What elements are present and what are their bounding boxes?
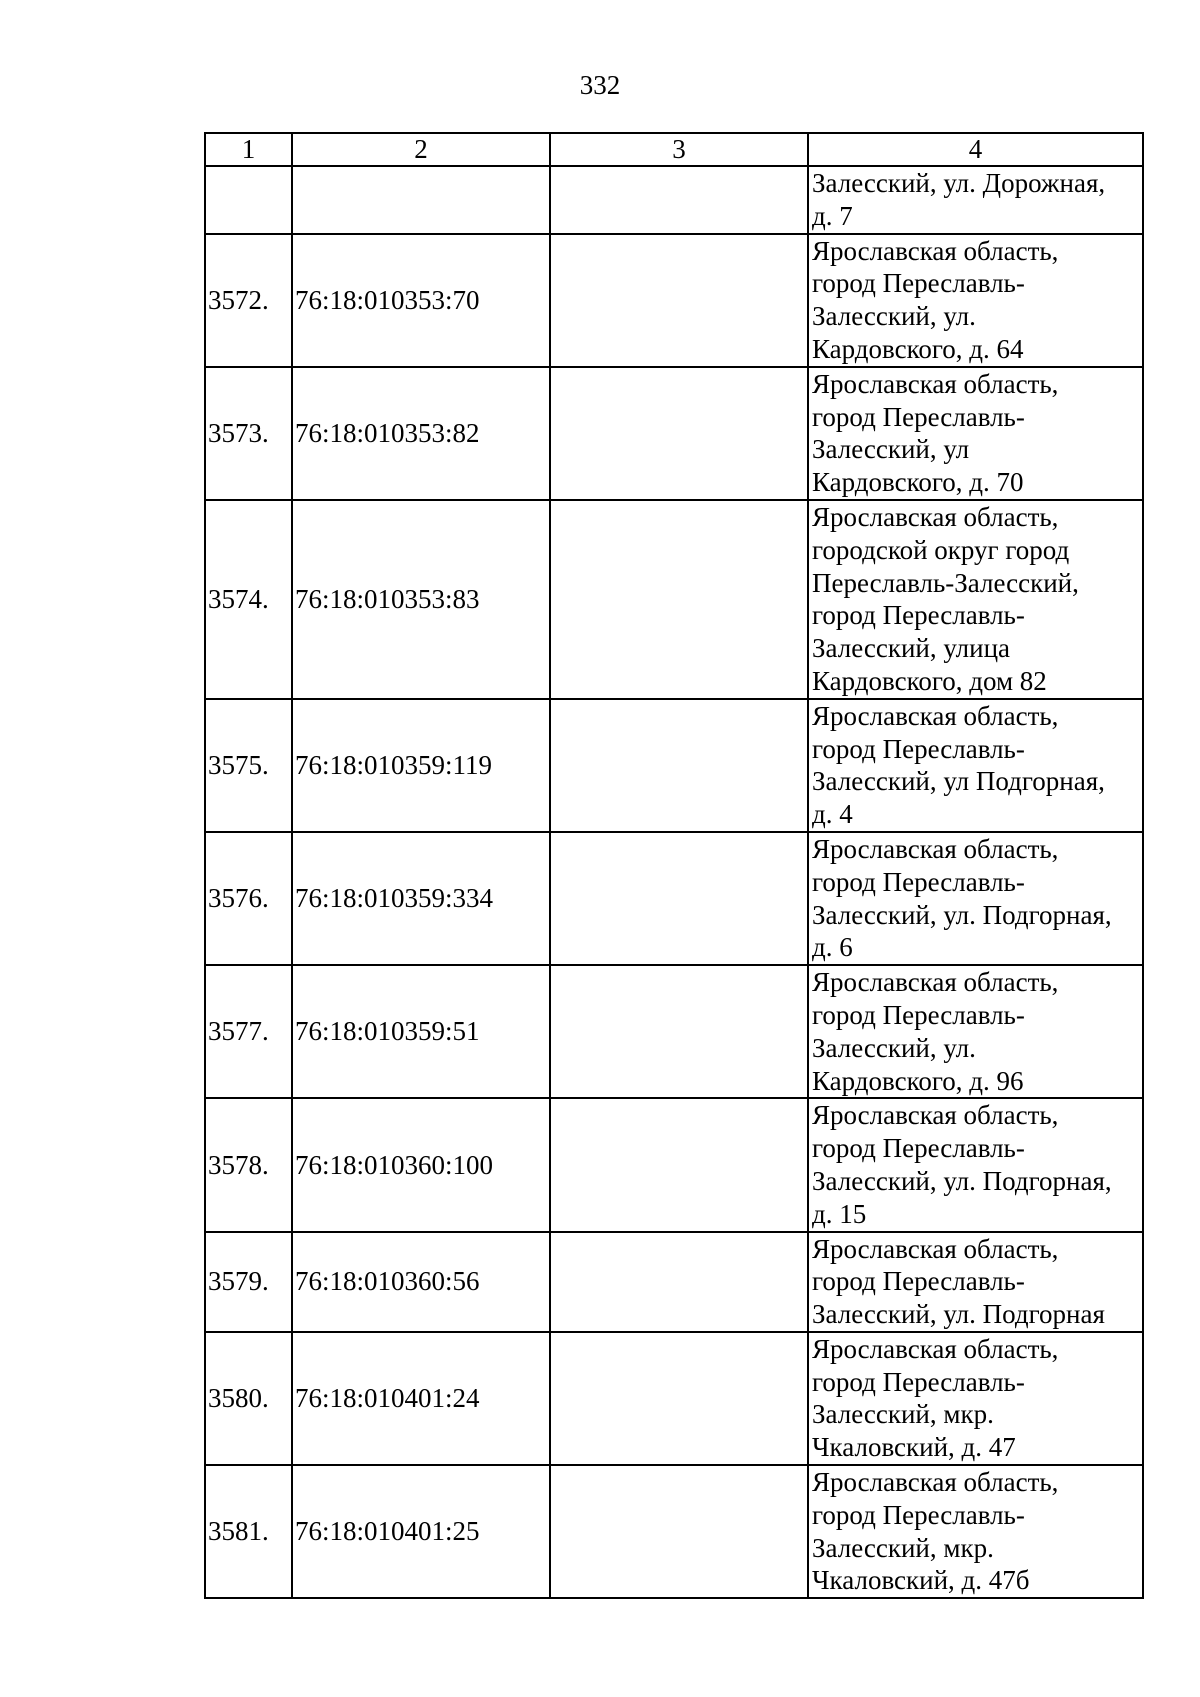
- address-line: Ярославская область,: [812, 501, 1059, 532]
- cadastral-number-cell: 76:18:010359:119: [292, 699, 550, 832]
- header-row: [205, 133, 1143, 166]
- address-line: Ярославская область,: [812, 1100, 1059, 1131]
- cadastral-number-cell: 76:18:010353:70: [292, 234, 550, 367]
- address-line: Чкаловский, д. 47: [812, 1432, 1016, 1463]
- column-header-4: 4: [808, 133, 1143, 166]
- address-line: город Переславль-: [812, 1499, 1025, 1530]
- cadastral-number-cell: 76:18:010360:100: [292, 1098, 550, 1231]
- row-number-cell: 3572.: [205, 234, 292, 367]
- row-number-cell: 3579.: [205, 1232, 292, 1332]
- address-line: Залесский, ул.: [812, 1032, 976, 1063]
- address-line: город Переславль-: [812, 1266, 1025, 1297]
- row-number-cell: 3581.: [205, 1465, 292, 1598]
- column-3-cell: [550, 367, 808, 500]
- address-line: Ярославская область,: [812, 235, 1059, 266]
- address-line: Залесский, ул. Подгорная,: [812, 1165, 1112, 1196]
- address-line: д. 15: [812, 1198, 867, 1229]
- cadastral-number-cell: [292, 166, 550, 234]
- column-3-cell: [550, 500, 808, 699]
- column-header-2: 2: [292, 133, 550, 166]
- cadastral-number-cell: 76:18:010401:24: [292, 1332, 550, 1465]
- column-3-cell: [550, 832, 808, 965]
- cadastral-number-cell: 76:18:010359:51: [292, 965, 550, 1098]
- address-line: Кардовского, д. 70: [812, 467, 1024, 498]
- table-row: [205, 1465, 1143, 1598]
- column-3-cell: [550, 699, 808, 832]
- cadastral-number-cell: 76:18:010353:82: [292, 367, 550, 500]
- address-line: город Переславль-: [812, 733, 1025, 764]
- address-line: город Переславль-: [812, 401, 1025, 432]
- address-cell: [808, 234, 1143, 367]
- address-line: Ярославская область,: [812, 1467, 1059, 1498]
- address-line: город Переславль-: [812, 999, 1025, 1030]
- address-line: Залесский, ул. Подгорная: [812, 1299, 1105, 1330]
- address-line: Ярославская область,: [812, 967, 1059, 998]
- table-row: [205, 1232, 1143, 1332]
- address-line: Залесский, ул. Дорожная,: [812, 168, 1106, 198]
- address-line: Чкаловский, д. 47б: [812, 1565, 1030, 1596]
- address-cell: [808, 367, 1143, 500]
- address-cell: [808, 699, 1143, 832]
- address-cell: [808, 166, 1143, 234]
- row-number-cell: 3576.: [205, 832, 292, 965]
- column-3-cell: [550, 1098, 808, 1231]
- table-row: [205, 500, 1143, 699]
- address-line: городской округ город: [812, 534, 1070, 565]
- address-line: город Переславль-: [812, 1133, 1025, 1164]
- row-number-cell: 3580.: [205, 1332, 292, 1465]
- continuation-row: [205, 166, 1143, 234]
- table-row: [205, 1332, 1143, 1465]
- address-line: Ярославская область,: [812, 700, 1059, 731]
- table-row: [205, 1098, 1143, 1231]
- address-line: Ярославская область,: [812, 1233, 1059, 1264]
- address-line: Ярославская область,: [812, 368, 1059, 399]
- column-header-3: 3: [550, 133, 808, 166]
- address-line: город Переславль-: [812, 268, 1025, 299]
- address-line: Кардовского, д. 64: [812, 333, 1024, 364]
- address-line: Залесский, ул Подгорная,: [812, 766, 1105, 797]
- address-line: город Переславль-: [812, 1366, 1025, 1397]
- row-number-cell: 3574.: [205, 500, 292, 699]
- register-table: [204, 132, 1144, 1599]
- cadastral-number-cell: 76:18:010360:56: [292, 1232, 550, 1332]
- page-number: 332: [579, 70, 621, 100]
- row-number-cell: 3573.: [205, 367, 292, 500]
- row-number-cell: 3575.: [205, 699, 292, 832]
- table-row: [205, 367, 1143, 500]
- column-3-cell: [550, 965, 808, 1098]
- address-cell: [808, 1098, 1143, 1231]
- address-cell: [808, 965, 1143, 1098]
- address-line: Залесский, ул.: [812, 301, 976, 332]
- address-line: Залесский, мкр.: [812, 1399, 994, 1430]
- cadastral-number-cell: 76:18:010359:334: [292, 832, 550, 965]
- table-body: [205, 166, 1143, 1598]
- address-line: Ярославская область,: [812, 833, 1059, 864]
- row-number-cell: 3577.: [205, 965, 292, 1098]
- column-3-cell: [550, 1332, 808, 1465]
- address-line: Залесский, улица: [812, 633, 1011, 664]
- address-cell: [808, 1465, 1143, 1598]
- address-line: город Переславль-: [812, 866, 1025, 897]
- address-line: Кардовского, д. 96: [812, 1065, 1024, 1096]
- row-number-cell: [205, 166, 292, 234]
- column-3-cell: [550, 234, 808, 367]
- address-cell: [808, 1232, 1143, 1332]
- table-row: [205, 699, 1143, 832]
- address-line: Ярославская область,: [812, 1333, 1059, 1364]
- cadastral-number-cell: 76:18:010401:25: [292, 1465, 550, 1598]
- address-line: д. 7: [812, 200, 853, 231]
- address-line: Залесский, ул. Подгорная,: [812, 899, 1112, 930]
- address-line: д. 4: [812, 799, 853, 830]
- column-3-cell: [550, 166, 808, 234]
- address-cell: [808, 1332, 1143, 1465]
- column-3-cell: [550, 1232, 808, 1332]
- address-line: город Переславль-: [812, 600, 1025, 631]
- table-row: [205, 965, 1143, 1098]
- table-row: [205, 832, 1143, 965]
- address-cell: [808, 500, 1143, 699]
- column-3-cell: [550, 1465, 808, 1598]
- column-header-1: 1: [205, 133, 292, 166]
- cadastral-number-cell: 76:18:010353:83: [292, 500, 550, 699]
- address-line: д. 6: [812, 932, 853, 963]
- address-cell: [808, 832, 1143, 965]
- address-line: Залесский, мкр.: [812, 1532, 994, 1563]
- row-number-cell: 3578.: [205, 1098, 292, 1231]
- table-row: [205, 234, 1143, 367]
- address-line: Залесский, ул: [812, 434, 970, 465]
- address-line: Переславль-Залесский,: [812, 567, 1079, 598]
- address-line: Кардовского, дом 82: [812, 665, 1047, 696]
